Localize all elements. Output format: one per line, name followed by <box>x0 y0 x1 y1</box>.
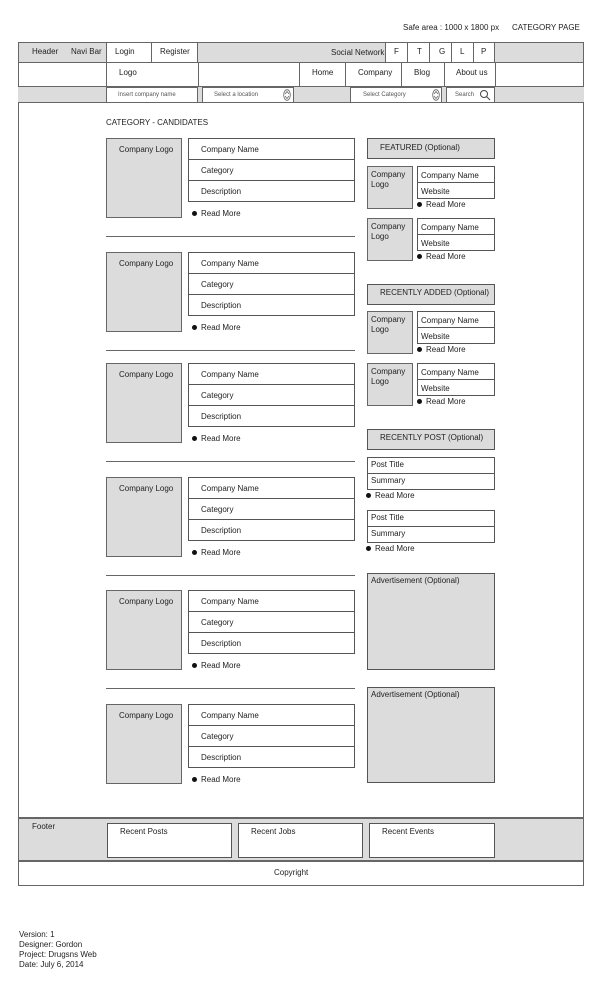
nav-blog[interactable]: Blog <box>414 68 431 77</box>
side-company-4-website-text: Website <box>421 384 450 393</box>
listing-1-category-text: Category <box>201 166 234 175</box>
listing-6-logo[interactable] <box>106 704 182 784</box>
pinterest-icon[interactable]: P <box>481 47 487 56</box>
listing-divider <box>106 461 355 462</box>
listing-2-description <box>188 294 355 316</box>
listing-3-company-name-text: Company Name <box>201 370 259 379</box>
listing-3-logo[interactable] <box>106 363 182 443</box>
listing-5-read-more[interactable]: Read More <box>192 661 241 670</box>
footer-recent-events-label: Recent Events <box>382 827 435 836</box>
location-stepper-icon[interactable] <box>283 89 291 101</box>
side-company-4-logo[interactable] <box>367 363 413 406</box>
listing-5-category-text: Category <box>201 618 234 627</box>
listing-2-logo[interactable] <box>106 252 182 332</box>
listing-3-company-name[interactable] <box>188 363 355 385</box>
listing-4-logo-label: Company Logo <box>119 484 174 493</box>
listing-5-category <box>188 611 355 633</box>
location-placeholder: Select a location <box>214 92 259 98</box>
listing-1-logo[interactable] <box>106 138 182 218</box>
footer-recent-posts-label: Recent Posts <box>120 827 168 836</box>
listing-6-company-name[interactable] <box>188 704 355 726</box>
page-name-label: CATEGORY PAGE <box>512 23 580 32</box>
recent-post-title: RECENTLY POST (Optional) <box>380 433 484 442</box>
side-company-3-name[interactable] <box>417 311 495 328</box>
listing-1-description-text: Description <box>201 187 242 196</box>
safe-area-label: Safe area : 1000 x 1800 px <box>403 23 500 32</box>
side-company-3-website[interactable] <box>417 327 495 344</box>
side-company-1-name[interactable] <box>417 166 495 183</box>
listing-3-logo-label: Company Logo <box>119 370 174 379</box>
facebook-icon[interactable]: F <box>394 47 399 56</box>
side-company-1-read-more[interactable]: Read More <box>417 200 466 209</box>
listing-1-company-name[interactable] <box>188 138 355 160</box>
social-network-label: Social Network <box>331 48 385 57</box>
side-company-3-read-more[interactable]: Read More <box>417 345 466 354</box>
listing-2-company-name-text: Company Name <box>201 259 259 268</box>
post-summary-1-text: Summary <box>371 476 406 485</box>
post-read-more-1[interactable]: Read More <box>366 491 415 500</box>
listing-6-category-text: Category <box>201 732 234 741</box>
listing-2-read-more[interactable]: Read More <box>192 323 241 332</box>
listing-1-category <box>188 159 355 181</box>
side-company-4-name-text: Company Name <box>421 368 479 377</box>
post-title-2-text: Post Title <box>371 513 404 522</box>
listing-4-company-name-text: Company Name <box>201 484 259 493</box>
advertisement-1[interactable] <box>367 573 495 670</box>
side-company-2-name-text: Company Name <box>421 223 479 232</box>
header-bar <box>18 42 584 63</box>
side-company-3-name-text: Company Name <box>421 316 479 325</box>
login-link[interactable]: Login <box>115 47 135 56</box>
nav-company[interactable]: Company <box>358 68 393 77</box>
listing-divider <box>106 688 355 689</box>
listing-4-read-more[interactable]: Read More <box>192 548 241 557</box>
category-stepper-icon[interactable] <box>432 89 440 101</box>
listing-4-category-text: Category <box>201 505 234 514</box>
post-title-1-text: Post Title <box>371 460 404 469</box>
meta-version: Version: 1 <box>19 930 55 939</box>
side-company-1-logo-label: Company Logo <box>371 170 406 189</box>
search-bar <box>18 87 584 103</box>
listing-6-description-text: Description <box>201 753 242 762</box>
listing-2-description-text: Description <box>201 301 242 310</box>
side-company-3-website-text: Website <box>421 332 450 341</box>
copyright-text: Copyright <box>274 868 309 877</box>
nav-about-us[interactable]: About us <box>456 68 488 77</box>
advertisement-2-label: Advertisement (Optional) <box>371 690 460 699</box>
listing-4-description <box>188 519 355 541</box>
listing-5-description <box>188 632 355 654</box>
listing-6-company-name-text: Company Name <box>201 711 259 720</box>
listing-1-read-more[interactable]: Read More <box>192 209 241 218</box>
meta-designer: Designer: Gordon <box>19 940 83 949</box>
listing-1-company-name-text: Company Name <box>201 145 259 154</box>
listing-5-company-name-text: Company Name <box>201 597 259 606</box>
listing-1-logo-label: Company Logo <box>119 145 174 154</box>
side-company-3-logo[interactable] <box>367 311 413 354</box>
nav-home[interactable]: Home <box>312 68 334 77</box>
google-icon[interactable]: G <box>439 47 446 56</box>
listing-6-description <box>188 746 355 768</box>
side-company-2-website[interactable] <box>417 234 495 251</box>
header-label: Header <box>32 47 59 56</box>
listing-4-logo[interactable] <box>106 477 182 557</box>
listing-3-category-text: Category <box>201 391 234 400</box>
listing-5-logo[interactable] <box>106 590 182 670</box>
side-company-1-logo[interactable] <box>367 166 413 209</box>
listing-6-category <box>188 725 355 747</box>
listing-1-description <box>188 180 355 202</box>
side-company-2-website-text: Website <box>421 239 450 248</box>
side-company-2-logo-label: Company Logo <box>371 222 406 241</box>
side-company-1-name-text: Company Name <box>421 171 479 180</box>
listing-3-read-more[interactable]: Read More <box>192 434 241 443</box>
recently-added-title: RECENTLY ADDED (Optional) <box>380 288 490 297</box>
twitter-icon[interactable]: T <box>417 47 422 56</box>
side-company-4-logo-label: Company Logo <box>371 367 406 386</box>
listing-4-company-name[interactable] <box>188 477 355 499</box>
nav-row <box>18 63 584 87</box>
linkedin-icon[interactable]: L <box>460 47 465 56</box>
side-company-1-website[interactable] <box>417 182 495 199</box>
footer-label: Footer <box>32 822 56 831</box>
listing-3-description <box>188 405 355 427</box>
advertisement-2[interactable] <box>367 687 495 783</box>
listing-5-description-text: Description <box>201 639 242 648</box>
category-placeholder: Select Category <box>363 92 406 98</box>
company-name-placeholder: Insert company name <box>118 92 176 98</box>
listing-divider <box>106 350 355 351</box>
side-company-2-logo[interactable] <box>367 218 413 261</box>
listing-2-category <box>188 273 355 295</box>
listing-2-category-text: Category <box>201 280 234 289</box>
listing-divider <box>106 575 355 576</box>
side-company-2-read-more[interactable]: Read More <box>417 252 466 261</box>
meta-date: Date: July 6, 2014 <box>19 960 84 969</box>
side-company-3-logo-label: Company Logo <box>371 315 406 334</box>
meta-project: Project: Drugsns Web <box>19 950 97 959</box>
side-company-4-name[interactable] <box>417 363 495 380</box>
listing-6-logo-label: Company Logo <box>119 711 174 720</box>
listing-2-company-name[interactable] <box>188 252 355 274</box>
footer-recent-jobs-label: Recent Jobs <box>251 827 296 836</box>
post-summary-2-text: Summary <box>371 529 406 538</box>
search-label: Search <box>455 92 475 98</box>
navibar-label: Navi Bar <box>71 47 102 56</box>
listing-3-category <box>188 384 355 406</box>
side-company-4-read-more[interactable]: Read More <box>417 397 466 406</box>
listing-4-description-text: Description <box>201 526 242 535</box>
site-logo[interactable]: Logo <box>119 68 137 77</box>
listing-divider <box>106 236 355 237</box>
listing-4-category <box>188 498 355 520</box>
listing-2-logo-label: Company Logo <box>119 259 174 268</box>
side-company-2-name[interactable] <box>417 218 495 235</box>
featured-title: FEATURED (Optional) <box>380 143 460 152</box>
listing-5-logo-label: Company Logo <box>119 597 174 606</box>
advertisement-1-label: Advertisement (Optional) <box>371 576 460 585</box>
post-read-more-2[interactable]: Read More <box>366 544 415 553</box>
side-company-1-website-text: Website <box>421 187 450 196</box>
listing-5-company-name[interactable] <box>188 590 355 612</box>
page-heading: CATEGORY - CANDIDATES <box>106 118 209 127</box>
search-icon <box>479 89 491 101</box>
side-company-4-website[interactable] <box>417 379 495 396</box>
register-link[interactable]: Register <box>160 47 190 56</box>
listing-3-description-text: Description <box>201 412 242 421</box>
listing-6-read-more[interactable]: Read More <box>192 775 241 784</box>
